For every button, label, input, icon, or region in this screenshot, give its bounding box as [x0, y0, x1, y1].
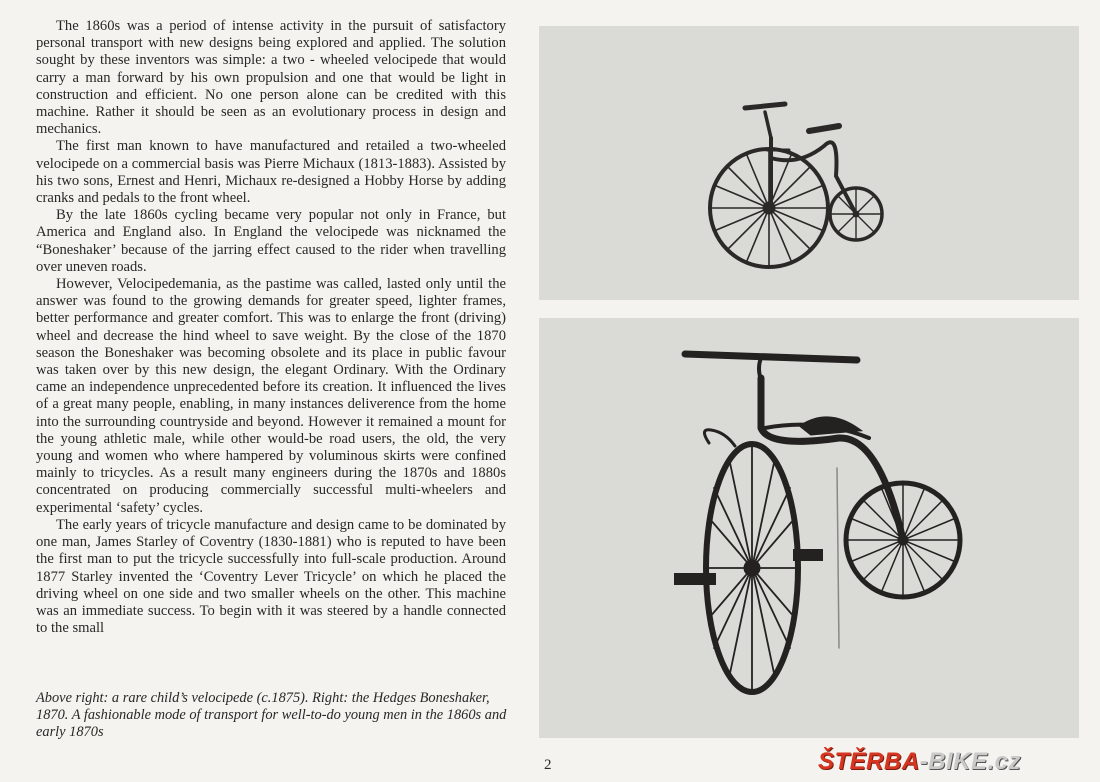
paragraph-5: The early years of tricycle manufacture and design came to be dominated by one man, James Starley of Coventry (1830-1881) who is reputed to have been the first man to put the tricycle successfully into full-scale production. Around 1877 Starley invented the ‘Coventry Lever Tricycle’ on which he placed the driving wheel on one side and two smaller wheels on the other. This machine was an immediate success. To begin with it was steered by a handle connected to the small: [36, 516, 506, 637]
photo-hedges-boneshaker: [539, 318, 1079, 738]
photo-childs-velocipede: [539, 26, 1079, 300]
watermark-domain: -BIKE.cz: [919, 748, 1022, 775]
page-number: 2: [544, 757, 552, 773]
childs-velocipede-illustration: [539, 26, 1079, 300]
paragraph-2: The first man known to have manufactured and retailed a two-wheeled velocipede on a commercial basis was Pierre Michaux (1813-1883). Assisted by his two sons, Ernest and Henri, Michaux re-designed a Hobby Horse by adding cranks and pedals to the front wheel.: [36, 138, 506, 207]
site-watermark: [818, 748, 1021, 776]
photo-caption: Above right: a rare child’s velocipede (c.1875). Right: the Hedges Boneshaker, 1870. A fashionable mode of transport for well-to-do young men in the 1860s and early 1870s: [36, 690, 507, 741]
hedges-boneshaker-illustration: [539, 318, 1079, 738]
paragraph-3: By the late 1860s cycling became very popular not only in France, but America and England also. In England the velocipede was nicknamed the “Boneshaker’ because of the jarring effect caused to the rider when travelling over uneven roads.: [36, 207, 506, 275]
article-body: [36, 18, 506, 637]
paragraph-1: The 1860s was a period of intense activity in the pursuit of satisfactory personal transport with new designs being explored and applied. The solution sought by these inventors was simple: a two - wheeled velocipede that would carry a man forward by his own propulsion and one that would be light in construction and efficient. No one person alone can be credited with this machine. Rather it should be seen as an evolutionary process in design and mechanics.: [36, 18, 506, 138]
watermark-brand: ŠTĚRBA: [818, 748, 920, 775]
paragraph-4: However, Velocipedemania, as the pastime was called, lasted only until the answer was found to the growing demands for greater speed, lighter frames, better performance and greater comfort. This was to enlarge the front (driving) wheel and decrease the hind wheel to save weight. By the close of the 1870 season the Boneshaker was becoming obsolete and its place in public favour was taken over by this new design, the elegant Ordinary. With the Ordinary came an independence unprecedented before its creation. It influenced the lives of a great many people, enabling, in many instances deliverence from the home into the surrounding countryside and beyond. However it remained a mount for the young athletic male, while other would-be road users, the old, the very young and women who where hampered by voluminous skirts were confined mainly to tricycles. As a result many engineers during the 1870s and 1880s concentrated on producing commercially successful multi-wheelers and experimental ‘safety’ cycles.: [36, 276, 506, 516]
